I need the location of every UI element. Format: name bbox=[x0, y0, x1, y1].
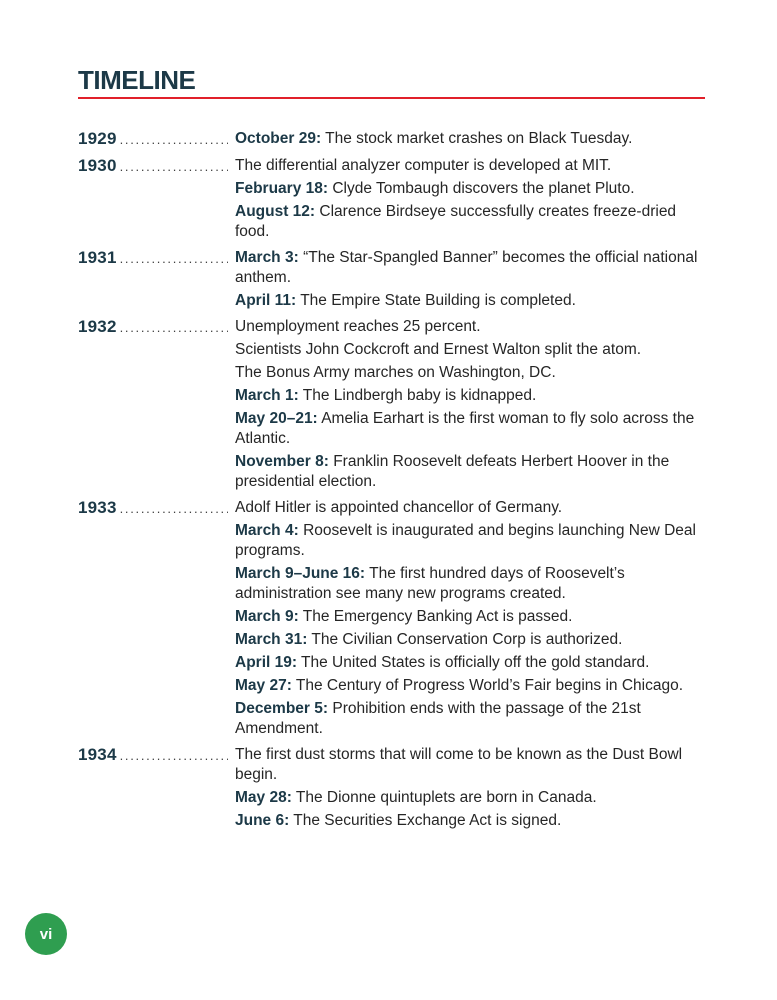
year-events bbox=[235, 156, 705, 242]
event-date: April 11: bbox=[235, 292, 297, 309]
page-number-badge bbox=[25, 913, 67, 955]
event-date: May 28: bbox=[235, 789, 292, 806]
event-date: February 18: bbox=[235, 180, 329, 197]
dotted-leader bbox=[117, 249, 228, 269]
event-date: October 29: bbox=[235, 130, 322, 147]
timeline-event bbox=[235, 363, 705, 383]
page-title: TIMELINE bbox=[78, 65, 196, 95]
timeline-event bbox=[235, 386, 705, 406]
event-text: The Civilian Conservation Corp is authorized. bbox=[311, 631, 623, 648]
event-text: Roosevelt is inaugurated and begins launching New Deal programs. bbox=[235, 522, 696, 559]
year-cell bbox=[78, 317, 235, 338]
year-label: 1932 bbox=[78, 317, 117, 336]
timeline-event bbox=[235, 676, 705, 696]
title-rule bbox=[78, 97, 705, 99]
year-cell bbox=[78, 156, 235, 177]
event-text: The United States is officially off the gold standard. bbox=[301, 654, 650, 671]
event-text: The first dust storms that will come to be known as the Dust Bowl begin. bbox=[235, 746, 683, 783]
event-date: November 8: bbox=[235, 453, 329, 470]
year-cell bbox=[78, 129, 235, 150]
event-text: Amelia Earhart is the first woman to fly solo across the Atlantic. bbox=[235, 410, 695, 447]
timeline-list bbox=[78, 129, 705, 831]
event-date: December 5: bbox=[235, 700, 329, 717]
event-date: March 9: bbox=[235, 608, 299, 625]
event-date: March 1: bbox=[235, 387, 299, 404]
dotted-leader bbox=[117, 746, 228, 766]
timeline-event bbox=[235, 699, 705, 739]
timeline-event bbox=[235, 129, 705, 149]
year-events bbox=[235, 317, 705, 492]
timeline-event bbox=[235, 630, 705, 650]
event-text: The Lindbergh baby is kidnapped. bbox=[302, 387, 537, 404]
event-text: Franklin Roosevelt defeats Herbert Hoover in the presidential election. bbox=[235, 453, 670, 490]
timeline-event bbox=[235, 452, 705, 492]
event-text: The Securities Exchange Act is signed. bbox=[293, 812, 562, 829]
event-text: The Emergency Banking Act is passed. bbox=[302, 608, 573, 625]
timeline-event bbox=[235, 202, 705, 242]
year-cell bbox=[78, 498, 235, 519]
dotted-leader bbox=[117, 157, 228, 177]
event-text: The first hundred days of Roosevelt’s administration see many new programs created. bbox=[235, 565, 625, 602]
page-header bbox=[78, 67, 705, 99]
year-label: 1931 bbox=[78, 248, 117, 267]
event-text: Clarence Birdseye successfully creates freeze-dried food. bbox=[235, 203, 677, 240]
event-text: The Bonus Army marches on Washington, DC. bbox=[235, 364, 556, 381]
year-events bbox=[235, 498, 705, 739]
event-date: March 3: bbox=[235, 249, 299, 266]
timeline-event bbox=[235, 498, 705, 518]
event-date: April 19: bbox=[235, 654, 298, 671]
timeline-event bbox=[235, 745, 705, 785]
event-date: May 20–21: bbox=[235, 410, 318, 427]
dotted-leader bbox=[117, 130, 228, 150]
event-text: The Dionne quintuplets are born in Canada. bbox=[295, 789, 597, 806]
event-date: May 27: bbox=[235, 677, 292, 694]
year-events bbox=[235, 745, 705, 831]
event-text: The stock market crashes on Black Tuesday. bbox=[325, 130, 633, 147]
timeline-event bbox=[235, 564, 705, 604]
timeline-event bbox=[235, 340, 705, 360]
timeline-year-row bbox=[78, 129, 705, 150]
event-text: The differential analyzer computer is developed at MIT. bbox=[235, 157, 612, 174]
event-text: Scientists John Cockcroft and Ernest Walton split the atom. bbox=[235, 341, 642, 358]
timeline-event bbox=[235, 607, 705, 627]
event-text: Prohibition ends with the passage of the 21st Amendment. bbox=[235, 700, 641, 737]
event-text: Adolf Hitler is appointed chancellor of Germany. bbox=[235, 499, 563, 516]
timeline-event bbox=[235, 811, 705, 831]
event-text: The Empire State Building is completed. bbox=[300, 292, 576, 309]
year-label: 1934 bbox=[78, 745, 117, 764]
timeline-event bbox=[235, 653, 705, 673]
timeline-event bbox=[235, 156, 705, 176]
year-cell bbox=[78, 745, 235, 766]
event-text: Unemployment reaches 25 percent. bbox=[235, 318, 481, 335]
year-label: 1930 bbox=[78, 156, 117, 175]
event-text: Clyde Tombaugh discovers the planet Pluto. bbox=[332, 180, 635, 197]
event-date: March 4: bbox=[235, 522, 299, 539]
event-date: August 12: bbox=[235, 203, 316, 220]
timeline-year-row bbox=[78, 156, 705, 242]
dotted-leader bbox=[117, 318, 228, 338]
event-text: The Century of Progress World’s Fair begins in Chicago. bbox=[295, 677, 684, 694]
timeline-event bbox=[235, 521, 705, 561]
event-date: March 31: bbox=[235, 631, 308, 648]
year-events bbox=[235, 248, 705, 311]
timeline-event bbox=[235, 788, 705, 808]
timeline-year-row bbox=[78, 317, 705, 492]
timeline-event bbox=[235, 248, 705, 288]
timeline-year-row bbox=[78, 248, 705, 311]
dotted-leader bbox=[117, 499, 228, 519]
page-number: vi bbox=[39, 925, 53, 943]
timeline-event bbox=[235, 179, 705, 199]
timeline-event bbox=[235, 317, 705, 337]
event-date: June 6: bbox=[235, 812, 290, 829]
year-events bbox=[235, 129, 705, 149]
year-cell bbox=[78, 248, 235, 269]
year-label: 1929 bbox=[78, 129, 117, 148]
timeline-event bbox=[235, 409, 705, 449]
timeline-event bbox=[235, 291, 705, 311]
timeline-year-row bbox=[78, 745, 705, 831]
timeline-year-row bbox=[78, 498, 705, 739]
event-date: March 9–June 16: bbox=[235, 565, 366, 582]
year-label: 1933 bbox=[78, 498, 117, 517]
event-text: “The Star-Spangled Banner” becomes the official national anthem. bbox=[235, 249, 698, 286]
